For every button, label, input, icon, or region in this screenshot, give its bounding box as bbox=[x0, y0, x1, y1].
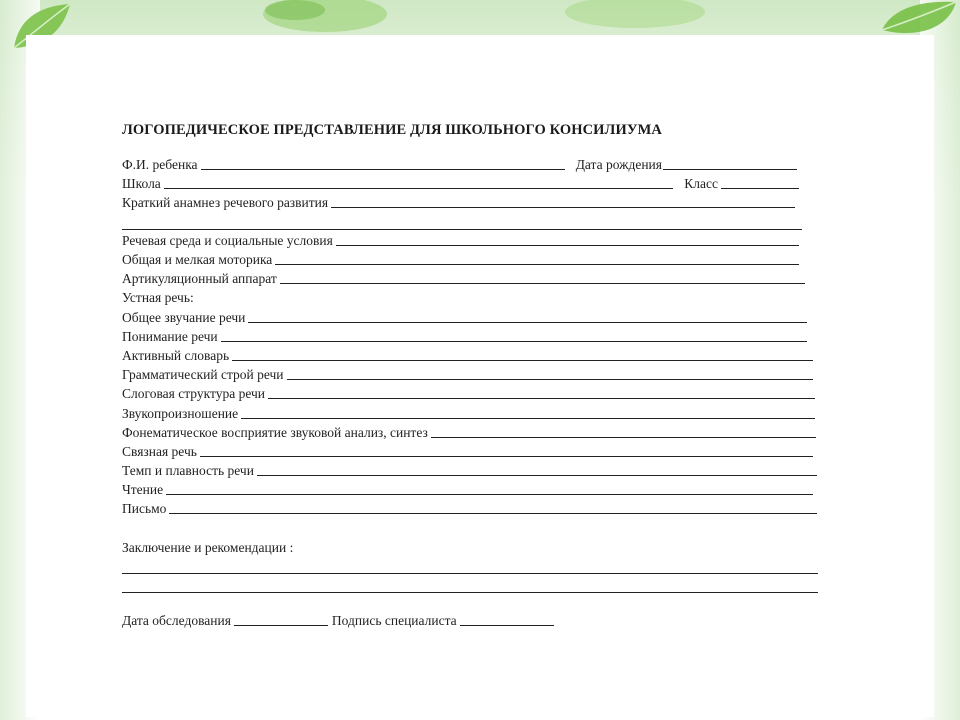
conclusion-line[interactable] bbox=[122, 592, 818, 593]
speech-field-row bbox=[122, 365, 816, 382]
speech-field-label: Фонематическое восприятие звуковой анализ, синтез bbox=[122, 425, 428, 440]
speech-field-label: Грамматический строй речи bbox=[122, 367, 284, 382]
field-input[interactable] bbox=[275, 251, 799, 265]
school-label: Школа bbox=[122, 176, 161, 191]
field-label: Артикуляционный аппарат bbox=[122, 271, 277, 286]
fio-field[interactable] bbox=[201, 156, 565, 170]
field-input[interactable] bbox=[336, 232, 799, 246]
speech-field-row bbox=[122, 499, 820, 516]
speech-field-label: Темп и плавность речи bbox=[122, 463, 254, 478]
conclusion-label: Заключение и рекомендации : bbox=[122, 540, 294, 555]
speech-field-row bbox=[122, 308, 810, 325]
speech-field-input[interactable] bbox=[257, 462, 817, 476]
exam-date-label: Дата обследования bbox=[122, 613, 231, 628]
speech-field-row bbox=[122, 461, 820, 478]
field-row bbox=[122, 250, 802, 267]
field-row bbox=[122, 231, 802, 248]
field-row bbox=[122, 269, 808, 286]
speech-field-row bbox=[122, 327, 810, 344]
speech-field-label: Чтение bbox=[122, 482, 164, 497]
leaf-decoration-icon bbox=[560, 0, 710, 40]
speech-field-row bbox=[122, 423, 819, 440]
oral-speech-heading: Устная речь: bbox=[122, 290, 194, 305]
speech-field-input[interactable] bbox=[431, 424, 816, 438]
speech-field-input[interactable] bbox=[200, 443, 813, 457]
speech-field-label: Звукопроизношение bbox=[122, 406, 239, 421]
speech-field-label: Письмо bbox=[122, 501, 167, 516]
speech-field-label: Активный словарь bbox=[122, 348, 230, 363]
speech-field-label: Связная речь bbox=[122, 444, 197, 459]
anamnesis-row bbox=[122, 193, 798, 210]
anamnesis-field[interactable] bbox=[331, 194, 795, 208]
field-input[interactable] bbox=[280, 270, 805, 284]
speech-field-label: Слоговая структура речи bbox=[122, 386, 265, 401]
conclusion-line[interactable] bbox=[122, 573, 818, 574]
fio-label: Ф.И. ребенка bbox=[122, 157, 198, 172]
anamnesis-label: Краткий анамнез речевого развития bbox=[122, 195, 329, 210]
field-label: Общая и мелкая моторика bbox=[122, 252, 273, 267]
fio-row bbox=[122, 155, 800, 172]
signature-field[interactable] bbox=[460, 612, 554, 626]
speech-field-row bbox=[122, 384, 818, 401]
school-field[interactable] bbox=[164, 175, 673, 189]
speech-field-input[interactable] bbox=[232, 347, 813, 361]
speech-field-row bbox=[122, 480, 816, 497]
speech-field-row bbox=[122, 404, 818, 421]
signature-row bbox=[122, 611, 606, 628]
speech-field-input[interactable] bbox=[221, 328, 807, 342]
speech-field-row bbox=[122, 346, 816, 363]
leaf-decoration-icon bbox=[255, 0, 395, 40]
speech-field-input[interactable] bbox=[166, 481, 813, 495]
speech-field-input[interactable] bbox=[169, 500, 817, 514]
class-label: Класс bbox=[684, 176, 718, 191]
field-label: Речевая среда и социальные условия bbox=[122, 233, 333, 248]
school-row bbox=[122, 174, 802, 191]
dob-label: Дата рождения bbox=[575, 157, 662, 172]
document-title: ЛОГОПЕДИЧЕСКОЕ ПРЕДСТАВЛЕНИЕ ДЛЯ ШКОЛЬНОГО КОНСИЛИУМА bbox=[122, 122, 662, 138]
speech-field-input[interactable] bbox=[287, 366, 813, 380]
speech-field-input[interactable] bbox=[268, 385, 815, 399]
exam-date-field[interactable] bbox=[234, 612, 328, 626]
speech-field-label: Общее звучание речи bbox=[122, 310, 246, 325]
anamnesis-extra-line[interactable] bbox=[122, 229, 802, 230]
speech-field-row bbox=[122, 442, 816, 459]
signature-label: Подпись специалиста bbox=[331, 613, 457, 628]
speech-field-input[interactable] bbox=[248, 309, 807, 323]
speech-field-input[interactable] bbox=[241, 405, 815, 419]
dob-field[interactable] bbox=[663, 156, 797, 170]
speech-field-label: Понимание речи bbox=[122, 329, 218, 344]
class-field[interactable] bbox=[721, 175, 799, 189]
